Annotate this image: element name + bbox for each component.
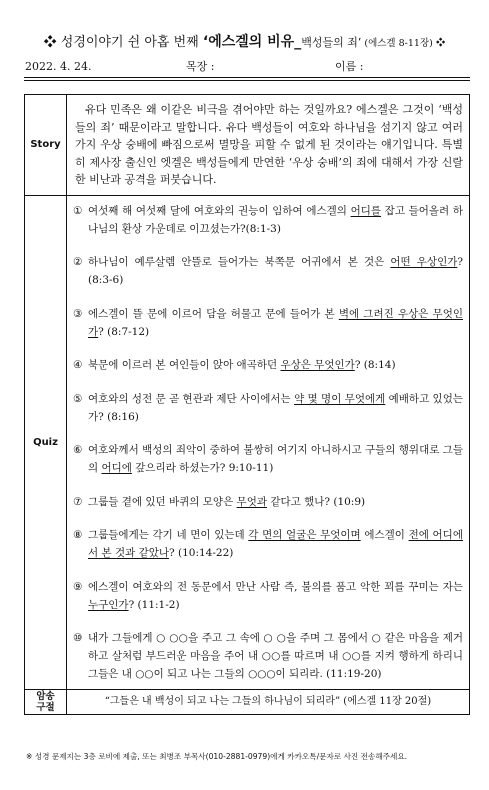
question-key-phrase: 벽에 그려진 우상은 무엇인가 xyxy=(88,307,463,338)
question-key-phrase: 각 면의 얼굴은 무엇이며 xyxy=(248,529,361,542)
quiz-row xyxy=(25,195,470,690)
question-number: ⑦ xyxy=(73,495,83,508)
worksheet-title xyxy=(0,33,489,53)
question-key-phrase-2: 전에 어디에서 본 것과 같았나 xyxy=(88,529,463,560)
question-text: 하나님이 예루살렘 안뜰로 들어가는 북쪽문 어귀에서 본 것은 xyxy=(88,256,391,269)
quiz-question-2 xyxy=(73,253,463,289)
title-main: ‘에스겔의 비유_ xyxy=(202,34,302,50)
mokjang-label: 목장 : xyxy=(186,60,215,73)
title-subtitle: 백성들의 죄’ xyxy=(301,36,362,49)
name-label: 이름 : xyxy=(335,60,364,73)
question-text-end: ? (11:1-2) xyxy=(128,598,180,611)
story-cell xyxy=(67,95,470,196)
question-text-end: ? (8:7-12) xyxy=(98,325,150,338)
memory-label-line2: 구절 xyxy=(36,702,55,714)
question-text: 북문에 이르러 본 여인들이 앉아 애곡하던 xyxy=(88,359,281,372)
question-text: 그룹들에게는 각기 네 면이 있는데 xyxy=(88,529,249,542)
quiz-question-1 xyxy=(73,202,463,238)
question-text-end: 같다고 했나? (10:9) xyxy=(266,495,366,508)
question-key-phrase: 약 몇 명이 무엇에게 xyxy=(294,392,386,405)
question-text-mid: 에스겔이 xyxy=(360,529,409,542)
meta-rule-bottom xyxy=(24,80,470,81)
question-key-phrase: 어떤 우상인가 xyxy=(390,256,458,269)
question-text-end: ? (8:14) xyxy=(354,359,396,372)
question-key-phrase: 누구인가 xyxy=(88,598,129,611)
quiz-question-8 xyxy=(73,526,463,562)
memory-label-line1: 암송 xyxy=(36,691,55,703)
question-key-phrase: 무엇과 xyxy=(236,495,267,508)
question-text: 에스겔이 뜰 문에 이르어 담을 허물고 문에 들어가 본 xyxy=(88,307,339,320)
question-text: 에스겔이 여호와의 전 동문에서 만난 사람 즉, 불의를 품고 악한 꾀를 꾸미는 자는 xyxy=(88,580,463,593)
quiz-question-3 xyxy=(73,305,463,341)
question-text: 여섯째 해 여섯째 달에 여호와의 권능이 임하여 에스겔의 xyxy=(88,204,351,217)
quiz-question-6 xyxy=(73,441,463,477)
story-label: Story xyxy=(25,95,67,196)
question-text: 여호와의 성전 문 곧 현관과 제단 사이에서는 xyxy=(88,392,295,405)
quiz-question-7 xyxy=(73,493,463,511)
question-text: 여호와께서 백성의 죄악이 중하여 불쌍히 여기지 아니하시고 구들의 행위대로 그들의 xyxy=(88,444,463,475)
question-number: ⑧ xyxy=(73,529,83,542)
quiz-list xyxy=(67,196,469,690)
title-reference: (에스겔 8-11장) ❖ xyxy=(361,38,446,49)
question-text-end: 갚으리라 하셨는가? 9:10-11) xyxy=(131,462,274,475)
quiz-label: Quiz xyxy=(25,195,67,690)
question-key-phrase: 어디를 xyxy=(350,204,382,217)
question-text: 그룹들 곁에 있던 바퀴의 모양은 xyxy=(88,495,237,508)
question-key-phrase: 우상은 무엇인가 xyxy=(280,359,355,372)
question-text-end: 잡고 들어올려 하나님의 환상 가운데로 이끄셨는가?(8:1-3) xyxy=(88,204,463,235)
question-text-end: ? (10:14-22) xyxy=(169,547,234,560)
meta-rule-top xyxy=(24,77,470,78)
quiz-question-4 xyxy=(73,356,463,374)
question-text-end: 예배하고 있었는가? (8:16) xyxy=(88,392,463,423)
question-number: ⑩ xyxy=(73,632,83,645)
question-number: ② xyxy=(73,256,83,269)
worksheet-table xyxy=(24,94,470,715)
quiz-question-5 xyxy=(73,390,463,426)
quiz-question-9 xyxy=(73,578,463,614)
footnote: ※ 성경 문제지는 3층 로비에 제출, 또는 최병조 부목사(010-2881-0979)에게 카카오톡/문자로 사진 전송해주세요. xyxy=(26,752,408,761)
memory-verse-label xyxy=(25,690,67,715)
question-number: ③ xyxy=(73,307,83,320)
date-text: 2022. 4. 24. xyxy=(25,60,92,73)
quiz-cell xyxy=(67,195,470,690)
question-text-end: ? (8:3-6) xyxy=(88,256,463,287)
question-number: ⑤ xyxy=(73,392,83,405)
memory-verse-text: “그들은 내 백성이 되고 나는 그들의 하나님이 되리라” (에스겔 11장 20절) xyxy=(104,696,432,708)
question-number: ④ xyxy=(73,359,83,372)
memory-verse-cell xyxy=(67,690,470,715)
story-row xyxy=(25,95,470,196)
question-key-phrase: 어디에 xyxy=(101,462,132,475)
memory-verse-row xyxy=(25,690,470,715)
title-lead: ❖ 성경이야기 쉰 아홉 번째 xyxy=(43,35,203,50)
story-text: 유다 민족은 왜 이같은 비극을 겪어야만 하는 것일까요? 에스겔은 그것이 ‘백성들의 죄’ 때문이라고 말합니다. 유다 백성들이 여호와 하나님을 섬기지 않고 여러 가지 우상 숭배에 빠짐으로써 멸망을 피할 수 없게 된 것이라는 얘기입니다. 특별히 제사장 출신인 엣겔은 백성들에게 만연한 ‘우상 숭배’의 죄에 대해서 가장 신랄한 비난과 공격을 퍼붓습니다. xyxy=(75,103,463,187)
question-text: 내가 그들에게 ○ ○○을 주고 그 속에 ○ ○을 주며 그 몸에서 ○ 같은 마음을 제거하고 살처럼 부드러운 마음을 주어 내 ○○를 따르며 내 ○○를 지켜 행하게 하리니 그들은 내 ○○이 되고 나는 그들의 ○○○이 되리라. (11:19-20) xyxy=(88,632,463,681)
question-number: ⑥ xyxy=(73,444,83,457)
question-number: ⑨ xyxy=(73,580,83,593)
question-number: ① xyxy=(73,204,83,217)
quiz-question-10 xyxy=(73,629,463,683)
